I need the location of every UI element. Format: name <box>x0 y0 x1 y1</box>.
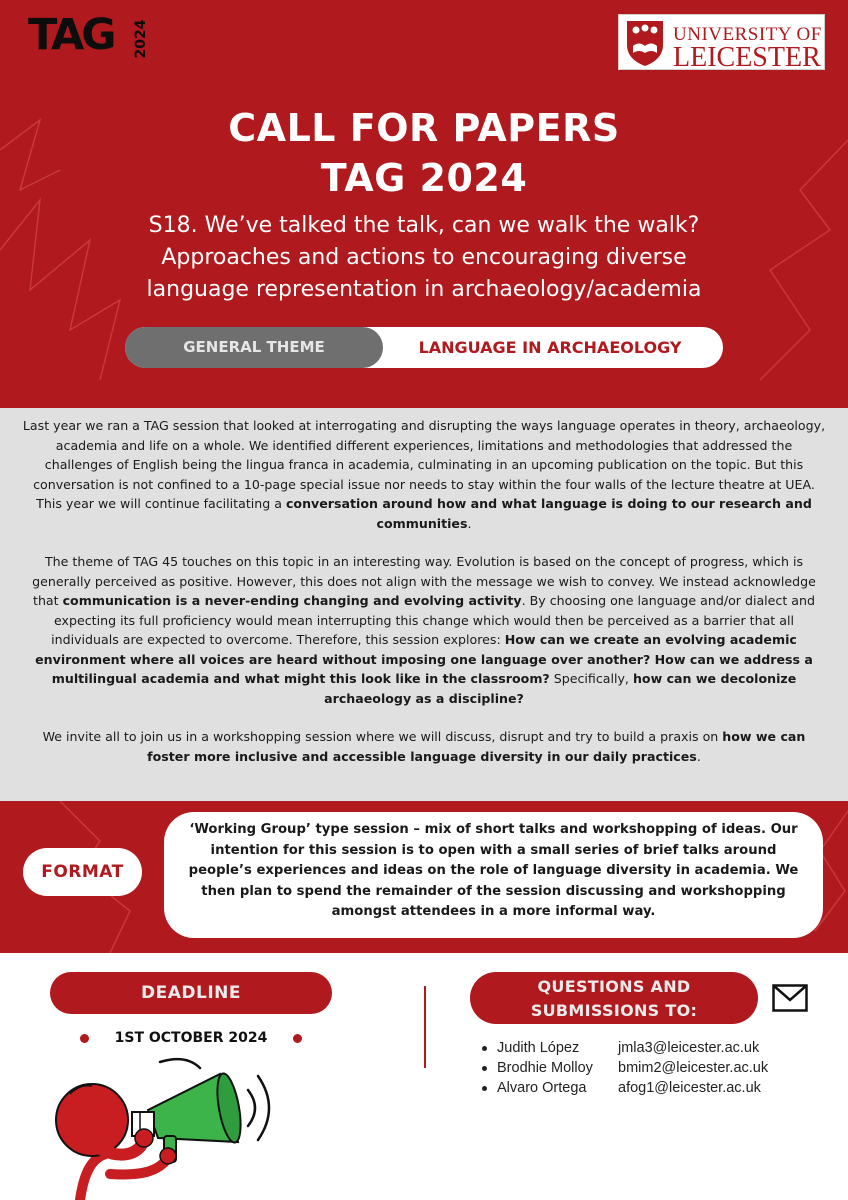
title-line-2: TAG 2024 <box>320 156 528 200</box>
description-paragraph-1 <box>22 416 826 533</box>
university-shield-icon <box>625 19 665 67</box>
contact-item <box>482 1060 812 1080</box>
p3-text: We invite all to join us in a workshopping session where we will discuss, disrupt and try to build a praxis on <box>42 729 723 744</box>
p3-emphasis: how we can foster more inclusive and accessible language diversity in our daily practices <box>147 729 806 764</box>
p3-end: . <box>696 748 701 764</box>
p2-emphasis-3: how can we decolonize archaeology as a discipline? <box>324 671 797 706</box>
questions-label-line-1: QUESTIONS AND <box>537 977 691 996</box>
theme-value: LANGUAGE IN ARCHAEOLOGY <box>418 338 682 357</box>
theme-label: GENERAL THEME <box>125 327 383 368</box>
questions-label-line-2: SUBMISSIONS TO: <box>530 1001 698 1020</box>
contact-item <box>482 1040 812 1060</box>
contact-email[interactable]: afog1@leicester.ac.uk <box>618 1080 761 1096</box>
questions-label <box>470 972 758 1024</box>
section-divider <box>424 986 426 1068</box>
contact-name: Alvaro Ortega <box>497 1080 587 1096</box>
bullet-dot <box>80 1034 89 1043</box>
p1-emphasis: conversation around how and what language is doing to our research and communities <box>285 496 812 531</box>
deadline-label: DEADLINE <box>50 972 332 1014</box>
header-banner <box>0 0 848 408</box>
p2-text-2: . By choosing one language and/or dialect and expecting its full proficiency would mean interrupting this change which would then be perceived as a barrier that all individuals are expected to overcome. Therefore, this session explores: <box>51 593 815 647</box>
p2-text: The theme of TAG 45 touches on this topic in an interesting way. Evolution is based on the concept of progress, which is generally perceived as positive. However, this does not align with the message we wish to convey. We instead acknowledge that <box>32 554 816 608</box>
contact-list <box>482 1040 812 1100</box>
format-label: FORMAT <box>23 848 142 896</box>
university-name-line2: LEICESTER <box>673 42 821 73</box>
contact-email[interactable]: jmla3@leicester.ac.uk <box>618 1040 760 1056</box>
tag-logo-word: TAG <box>28 10 114 60</box>
p2-emphasis-2: How can we create an evolving academic environment where all voices are heard without imposing one language over another? How can we address a multilingual academia and what might this look like in the classroom? <box>35 632 813 686</box>
page-title <box>0 103 848 203</box>
session-title-line-3: language representation in archaeology/academia <box>146 277 702 302</box>
p2-emphasis-1: communication is a never-ending changing and evolving activity <box>62 593 522 608</box>
p1-text: Last year we ran a TAG session that looked at interrogating and disrupting the ways language operates in theory, archaeology, academia and life on a whole. We identified different experiences, limitations and methodologies that addressed the challenges of English being the lingua franca in academia, culminating in an upcoming publication on the topic. But this conversation is not confined to a 10-page special issue nor needs to stay within the four walls of the lecture theatre at UEA. This year we will continue facilitating a <box>22 418 826 511</box>
bullet-dot <box>482 1086 487 1091</box>
theme-pill <box>125 327 723 368</box>
envelope-icon <box>772 984 808 1012</box>
session-title-line-2: Approaches and actions to encouraging diverse <box>161 245 687 270</box>
description-paragraph-2 <box>22 552 826 708</box>
bullet-dot <box>293 1034 302 1043</box>
contact-name: Brodhie Molloy <box>497 1060 593 1076</box>
megaphone-illustration <box>40 1054 280 1200</box>
description-paragraph-3 <box>22 727 826 766</box>
bullet-dot <box>482 1046 487 1051</box>
university-logo <box>618 14 825 73</box>
deadline-date-text: 1ST OCTOBER 2024 <box>114 1030 268 1046</box>
p1-end: . <box>467 515 472 531</box>
university-name-line1: UNIVERSITY OF <box>673 24 822 45</box>
session-title <box>0 210 848 306</box>
bullet-dot <box>482 1066 487 1071</box>
session-title-line-1: S18. We’ve talked the talk, can we walk the walk? <box>148 213 700 238</box>
contact-item <box>482 1080 812 1100</box>
title-line-1: CALL FOR PAPERS <box>228 106 620 150</box>
description-panel <box>0 408 848 801</box>
tag-logo-year: 2024 <box>133 19 149 59</box>
contact-email[interactable]: bmim2@leicester.ac.uk <box>618 1060 769 1076</box>
p2-text-3: Specifically, <box>549 671 633 686</box>
deadline-date <box>80 1024 302 1052</box>
contact-name: Judith López <box>497 1040 580 1056</box>
format-description: ‘Working Group’ type session – mix of short talks and workshopping of ideas. Our intention for this session is to open with a small series of brief talks around people’s experiences and ideas on the role of language diversity in academia. We then plan to spend the remainder of the session discussing and workshopping amongst attendees in a more informal way. <box>164 812 823 938</box>
